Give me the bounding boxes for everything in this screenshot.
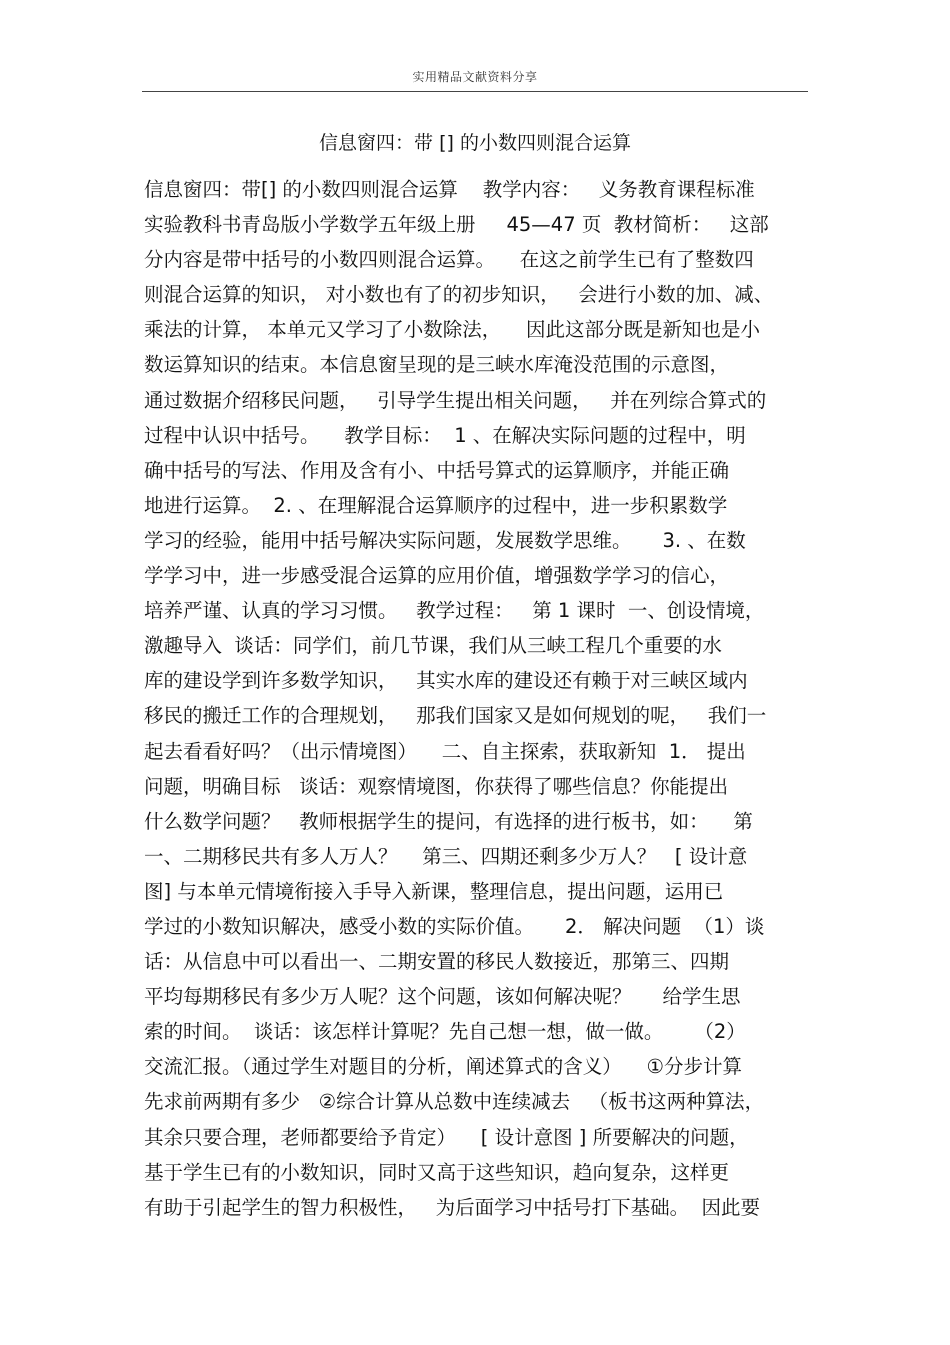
body-line: 平均每期移民有多少万人呢？这个问题，该如何解决呢？ 给学生思 <box>144 985 741 1009</box>
body-line: 学过的小数知识解决，感受小数的实际价值。 2． 解决问题 （1）谈 <box>144 914 765 938</box>
body-line: 则混合运算的知识， 对小数也有了的初步知识， 会进行小数的加、减、 <box>144 283 774 307</box>
body-line: 学学习中，进一步感受混合运算的应用价值，增强数学学习的信心， <box>144 564 730 588</box>
body-line: 先求前两期有多少 ②综合计算从总数中连续减去 （板书这两种算法， <box>144 1090 765 1114</box>
body-line: 培养严谨、认真的学习习惯。 教学过程： 第 1 课时 一、创设情境， <box>144 599 765 623</box>
body-line: 确中括号的写法、作用及含有小、中括号算式的运算顺序，并能正确 <box>144 458 730 482</box>
document-title: 信息窗四：带 [] 的小数四则混合运算 <box>319 132 631 154</box>
body-line: 分内容是带中括号的小数四则混合运算。 在这之前学生已有了整数四 <box>144 248 754 272</box>
body-line: 移民的搬迁工作的合理规划， 那我们国家又是如何规划的呢， 我们一 <box>144 704 767 728</box>
document-body <box>144 172 814 1225</box>
body-line: 有助于引起学生的智力积极性， 为后面学习中括号打下基础。 因此要 <box>144 1195 760 1219</box>
body-line: 乘法的计算， 本单元又学习了小数除法， 因此这部分既是新知也是小 <box>144 318 760 342</box>
body-line: 学习的经验，能用中括号解决实际问题，发展数学思维。 3. 、在数 <box>144 528 746 552</box>
header-rule <box>142 91 808 92</box>
body-line: 索的时间。 谈话：该怎样计算呢？先自己想一想，做一做。 （2） <box>144 1020 746 1044</box>
body-line: 过程中认识中括号。 教学目标： 1 、在解决实际问题的过程中，明 <box>144 423 746 447</box>
body-line: 基于学生已有的小数知识，同时又高于这些知识，趋向复杂，这样更 <box>144 1160 730 1184</box>
body-line: 信息窗四：带[] 的小数四则混合运算 教学内容： 义务教育课程标准 <box>144 178 755 201</box>
body-line: 其余只要合理，老师都要给予肯定） [ 设计意图 ] 所要解决的问题， <box>144 1125 749 1149</box>
body-line: 起去看看好吗？（出示情境图） 二、自主探索，获取新知 1． 提出 <box>144 739 746 763</box>
body-line: 交流汇报。（通过学生对题目的分析，阐述算式的含义） ①分步计算 <box>144 1055 743 1079</box>
body-line: 激趣导入 谈话：同学们，前几节课，我们从三峡工程几个重要的水 <box>144 634 722 658</box>
body-line: 实验教科书青岛版小学数学五年级上册 45—47 页 教材简析： 这部 <box>144 213 769 237</box>
body-line: 问题，明确目标 谈话：观察情境图，你获得了哪些信息？你能提出 <box>144 774 729 798</box>
body-line: 一、二期移民共有多人万人？ 第三、四期还剩多少万人？ [ 设计意 <box>144 844 748 868</box>
body-line: 话：从信息中可以看出一、二期安置的移民人数接近，那第三、四期 <box>144 950 730 974</box>
body-line: 数运算知识的结束。本信息窗呈现的是三峡水库淹没范围的示意图， <box>144 353 730 377</box>
body-line: 图] 与本单元情境衔接入手导入新课，整理信息，提出问题，运用已 <box>144 879 724 903</box>
page-header: 实用精品文献资料分享 <box>412 70 538 84</box>
body-line: 地进行运算。 2. 、在理解混合运算顺序的过程中，进一步积累数学 <box>144 493 728 517</box>
body-line: 库的建设学到许多数学知识， 其实水库的建设还有赖于对三峡区域内 <box>144 669 748 693</box>
body-line: 什么数学问题？ 教师根据学生的提问，有选择的进行板书，如： 第 <box>144 809 753 833</box>
body-line: 通过数据介绍移民问题， 引导学生提出相关问题， 并在列综合算式的 <box>144 388 767 412</box>
